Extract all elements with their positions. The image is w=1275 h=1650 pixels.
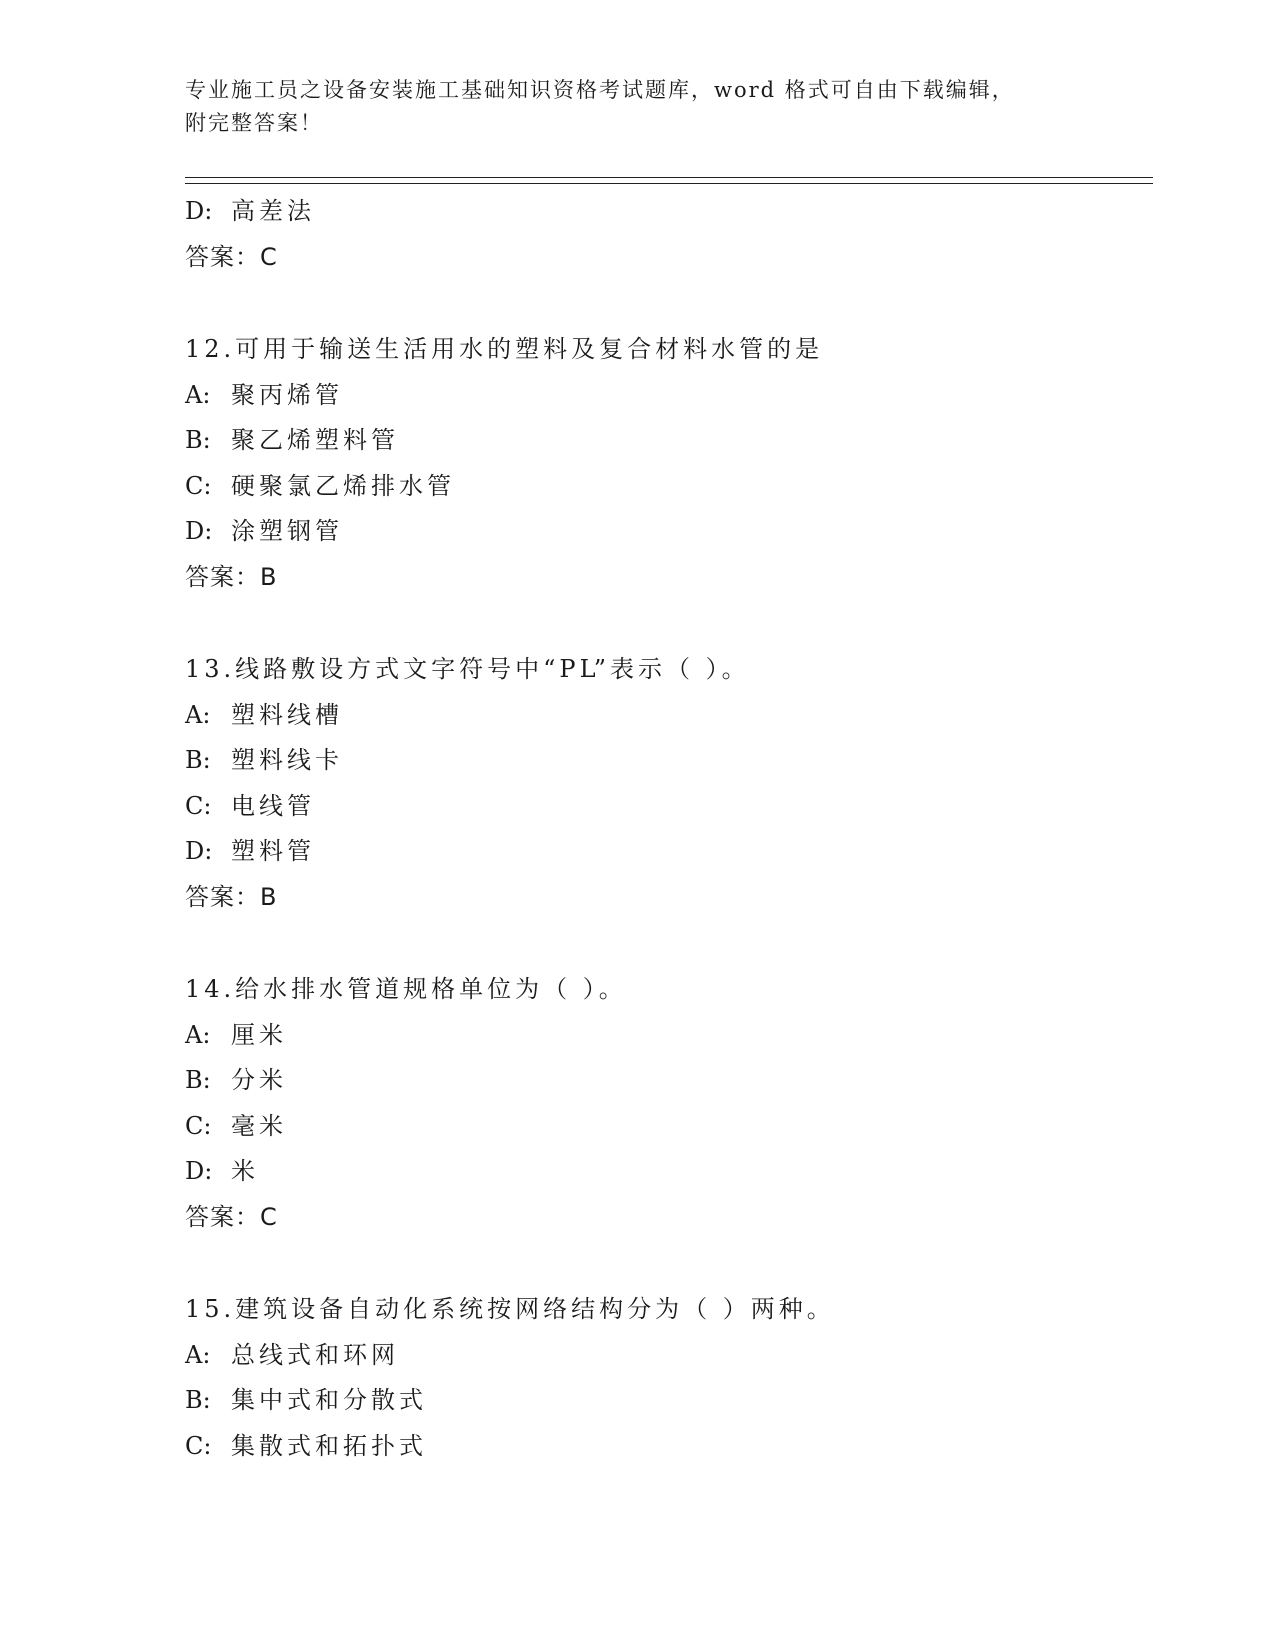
option-text: 涂塑钢管 (231, 517, 343, 545)
option-text: 集散式和拓扑式 (231, 1431, 427, 1460)
question-stem: 14.给水排水管道规格单位为（ ）。 (185, 975, 627, 1003)
option-row (185, 1424, 1145, 1470)
question-stem: 15.建筑设备自动化系统按网络结构分为（ ）两种。 (185, 1295, 835, 1323)
option-row (185, 1104, 1145, 1150)
option-row (185, 1013, 1145, 1059)
option-prefix: D: (185, 1157, 213, 1185)
option-prefix: C: (185, 471, 212, 500)
option-text: 高差法 (231, 197, 315, 225)
document-header (185, 74, 1085, 140)
option-prefix: A: (185, 1340, 211, 1369)
option-row (185, 509, 1145, 555)
option-text: 硬聚氯乙烯排水管 (231, 471, 455, 500)
answer-line: 答案：C (185, 242, 278, 271)
option-row (185, 418, 1145, 464)
answer-line: 答案：C (185, 1202, 278, 1231)
option-row (185, 693, 1145, 739)
question-stem: 13.线路敷设方式文字符号中“PL”表示（ ）。 (185, 655, 750, 683)
option-row (185, 829, 1145, 875)
option-row (185, 1149, 1145, 1195)
option-prefix: B: (185, 1386, 211, 1414)
option-prefix: A: (185, 700, 211, 729)
option-prefix: B: (185, 746, 211, 774)
option-prefix: A: (185, 1020, 211, 1049)
option-prefix: C: (185, 1111, 212, 1140)
option-row (185, 189, 1145, 235)
answer-line: 答案：B (185, 562, 278, 591)
option-text: 塑料管 (231, 837, 315, 865)
option-row (185, 738, 1145, 784)
option-prefix: B: (185, 426, 211, 454)
option-text: 总线式和环网 (231, 1340, 399, 1369)
option-text: 聚乙烯塑料管 (231, 426, 399, 454)
option-text: 毫米 (231, 1111, 287, 1140)
option-text: 聚丙烯管 (231, 380, 343, 409)
option-text: 电线管 (231, 791, 315, 820)
option-row (185, 1058, 1145, 1104)
option-text: 分米 (231, 1066, 287, 1094)
question-list (185, 189, 1145, 1469)
answer-line: 答案：B (185, 882, 278, 911)
option-row (185, 1333, 1145, 1379)
option-row (185, 784, 1145, 830)
option-prefix: D: (185, 197, 213, 225)
option-text: 塑料线槽 (231, 700, 343, 729)
option-row (185, 464, 1145, 510)
header-divider-top (185, 177, 1153, 178)
question-stem: 12.可用于输送生活用水的塑料及复合材料水管的是 (185, 335, 824, 363)
option-prefix: B: (185, 1066, 211, 1094)
option-text: 厘米 (231, 1020, 287, 1049)
option-row (185, 1378, 1145, 1424)
option-text: 塑料线卡 (231, 746, 343, 774)
option-prefix: C: (185, 1431, 212, 1460)
header-line-2: 附完整答案！ (185, 111, 323, 135)
option-text: 集中式和分散式 (231, 1386, 427, 1414)
header-line-1: 专业施工员之设备安装施工基础知识资格考试题库，word 格式可自由下载编辑， (185, 78, 1015, 102)
option-prefix: C: (185, 791, 212, 820)
option-row (185, 373, 1145, 419)
header-divider-bottom (185, 183, 1153, 184)
option-text: 米 (231, 1157, 259, 1185)
option-prefix: D: (185, 517, 213, 545)
option-prefix: A: (185, 380, 211, 409)
option-prefix: D: (185, 837, 213, 865)
